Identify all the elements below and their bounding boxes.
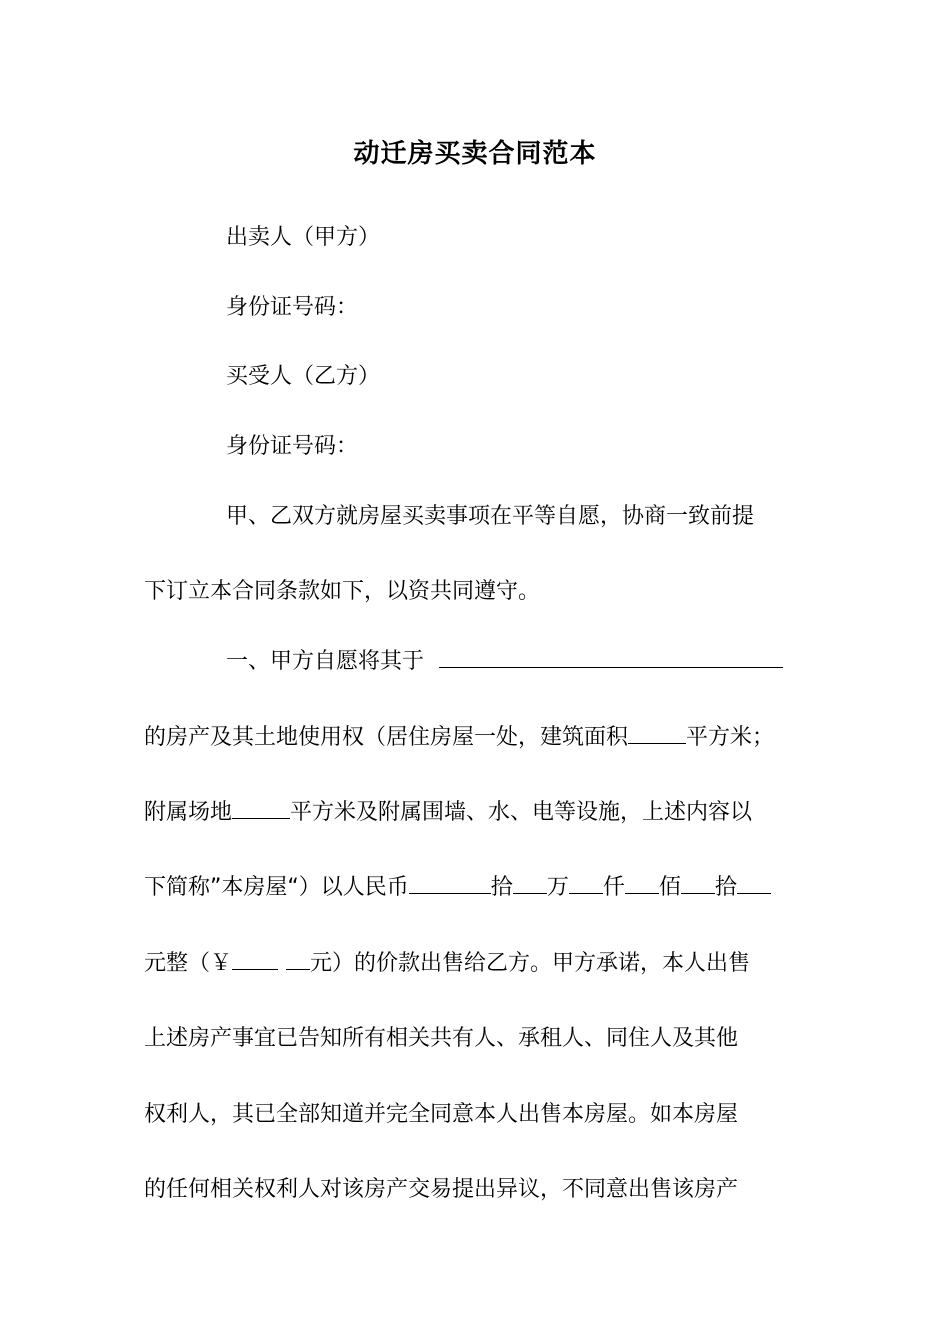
clause1-text: 仟 [602,875,625,900]
price-blank-1 [409,873,491,894]
building-area-blank [628,723,686,744]
clause1-text: 元整（￥ [144,951,233,976]
clause1-line-4 [144,872,771,904]
price-blank-5 [681,873,715,894]
clause1-text: 万 [546,875,569,900]
price-blank-6 [737,873,771,894]
clause1-line-2 [144,722,774,754]
location-blank [439,647,783,668]
clause1-text: 拾 [490,875,513,900]
amount-blank-1 [232,949,278,970]
clause1-line-7: 权利人，其已全部知道并完全同意本人出售本房屋。如本房屋 [144,1102,739,1127]
preamble-line-2: 下订立本合同条款如下，以资共同遵守。 [144,579,541,604]
price-blank-3 [569,873,603,894]
clause1-text: 拾 [714,875,737,900]
clause1-line-3 [144,797,752,829]
attached-area-blank [232,798,290,819]
seller-id-label: 身份证号码： [226,295,359,320]
clause1-text: 平方米及附属围墙、水、电等设施，上述内容以 [290,800,753,825]
seller-label: 出卖人（甲方） [226,225,381,250]
preamble-line-1: 甲、乙双方就房屋买卖事项在平等自愿，协商一致前提 [226,504,755,529]
price-blank-2 [513,873,547,894]
amount-blank-2 [286,949,310,970]
clause1-text: 佰 [658,875,681,900]
clause1-text: 元）的价款出售给乙方。甲方承诺，本人出售 [310,951,751,976]
clause1-text: 平方米； [686,725,775,750]
clause1-line-5 [144,948,750,980]
clause1-text: 下简称”本房屋“）以人民币 [144,875,409,900]
clause1-text: 的房产及其土地使用权（居住房屋一处，建筑面积 [144,725,629,750]
buyer-id-label: 身份证号码： [226,434,359,459]
clause1-text: 一、甲方自愿将其于 [226,649,425,674]
price-blank-4 [625,873,659,894]
clause1-text: 附属场地 [144,800,233,825]
buyer-label: 买受人（乙方） [226,364,381,389]
clause1-line-8: 的任何相关权利人对该房产交易提出异议，不同意出售该房产 [144,1177,739,1202]
clause1-line-6: 上述房产事宜已告知所有相关共有人、承租人、同住人及其他 [144,1026,739,1051]
clause1-line-1 [226,646,783,678]
document-title: 动迁房买卖合同范本 [353,139,597,169]
